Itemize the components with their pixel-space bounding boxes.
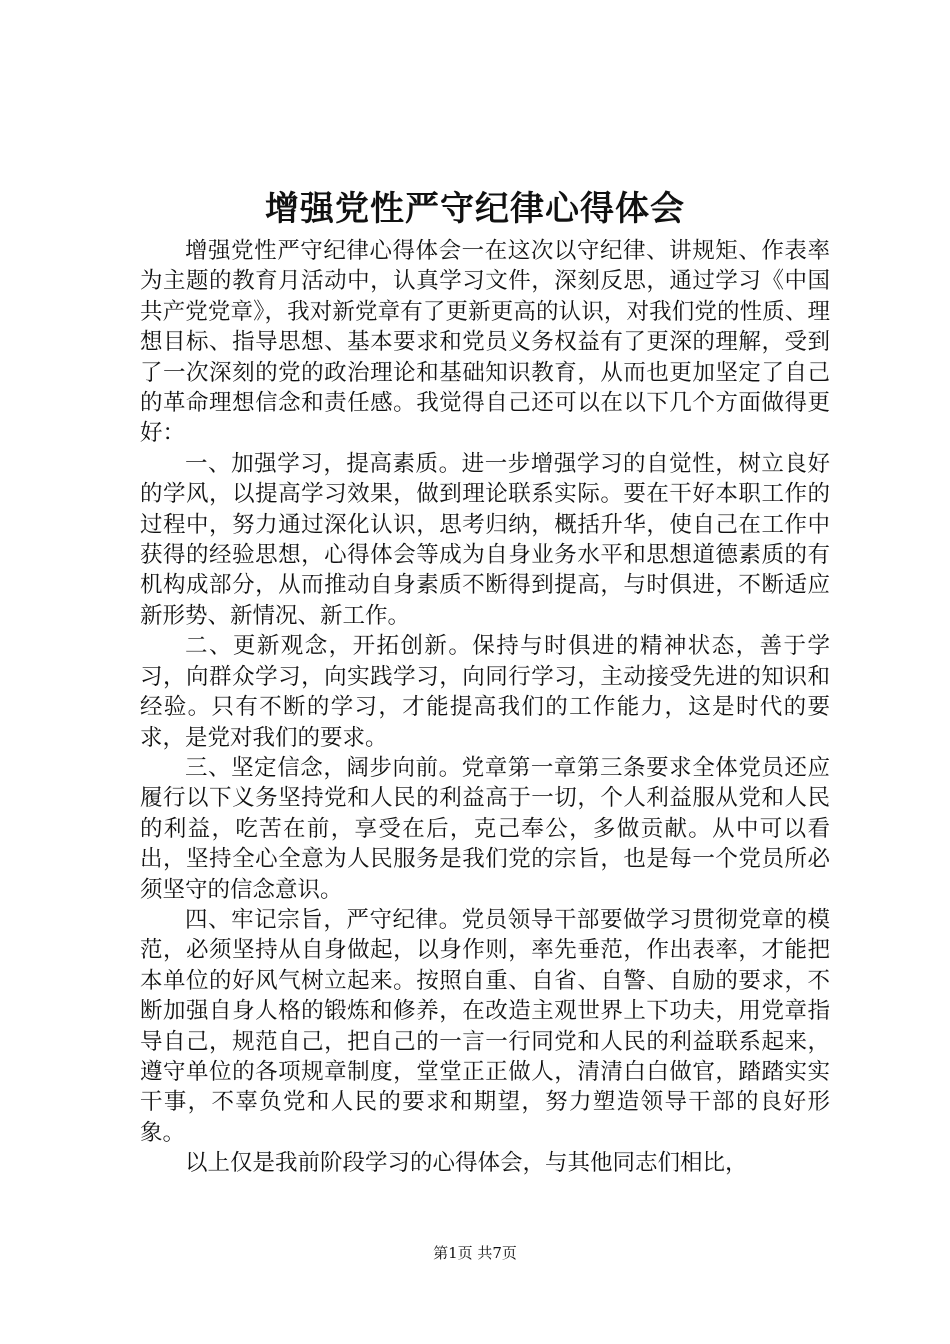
- paragraph-point-one: 一、加强学习，提高素质。进一步增强学习的自觉性，树立良好的学风，以提高学习效果，做到理论联系实际。要在干好本职工作的过程中，努力通过深化认识，思考归纳，概括升华，使自己在工作中获得的经验思想，心得体会等成为自身业务水平和思想道德素质的有机构成部分，从而推动自身素质不断得到提高，与时俱进，不断适应新形势、新情况、新工作。: [140, 450, 830, 629]
- paragraph-intro: 增强党性严守纪律心得体会一在这次以守纪律、讲规矩、作表率为主题的教育月活动中，认真学习文件，深刻反思，通过学习《中国共产党党章》，我对新党章有了更新更高的认识，对我们党的性质、理想目标、指导思想、基本要求和党员义务权益有了更深的理解，受到了一次深刻的党的政治理论和基础知识教育，从而也更加坚定了自己的革命理想信念和责任感。我觉得自己还可以在以下几个方面做得更好：: [140, 238, 830, 447]
- paragraph-point-two: 二、更新观念，开拓创新。保持与时俱进的精神状态，善于学习，向群众学习，向实践学习，向同行学习，主动接受先进的知识和经验。只有不断的学习，才能提高我们的工作能力，这是时代的要求，是党对我们的要求。: [140, 633, 830, 751]
- document-body: [140, 236, 830, 1179]
- page-number: 第1页 共7页: [433, 1244, 517, 1262]
- paragraph-point-four: 四、牢记宗旨，严守纪律。党员领导干部要做学习贯彻党章的模范，必须坚持从自身做起，以身作则，率先垂范，作出表率，才能把本单位的好风气树立起来。按照自重、自省、自警、自励的要求，不断加强自身人格的锻炼和修养，在改造主观世界上下功夫，用党章指导自己，规范自己，把自己的一言一行同党和人民的利益联系起来，遵守单位的各项规章制度，堂堂正正做人，清清白白做官，踏踏实实干事，不辜负党和人民的要求和期望，努力塑造领导干部的良好形象。: [140, 906, 830, 1146]
- document-title: 增强党性严守纪律心得体会: [265, 189, 685, 229]
- paragraph-point-three: 三、坚定信念，阔步向前。党章第一章第三条要求全体党员还应履行以下义务坚持党和人民的利益高于一切，个人利益服从党和人民的利益，吃苦在前，享受在后，克己奉公，多做贡献。从中可以看出，坚持全心全意为人民服务是我们党的宗旨，也是每一个党员所必须坚守的信念意识。: [140, 754, 830, 903]
- paragraph-closing: 以上仅是我前阶段学习的心得体会，与其他同志们相比，: [185, 1150, 748, 1177]
